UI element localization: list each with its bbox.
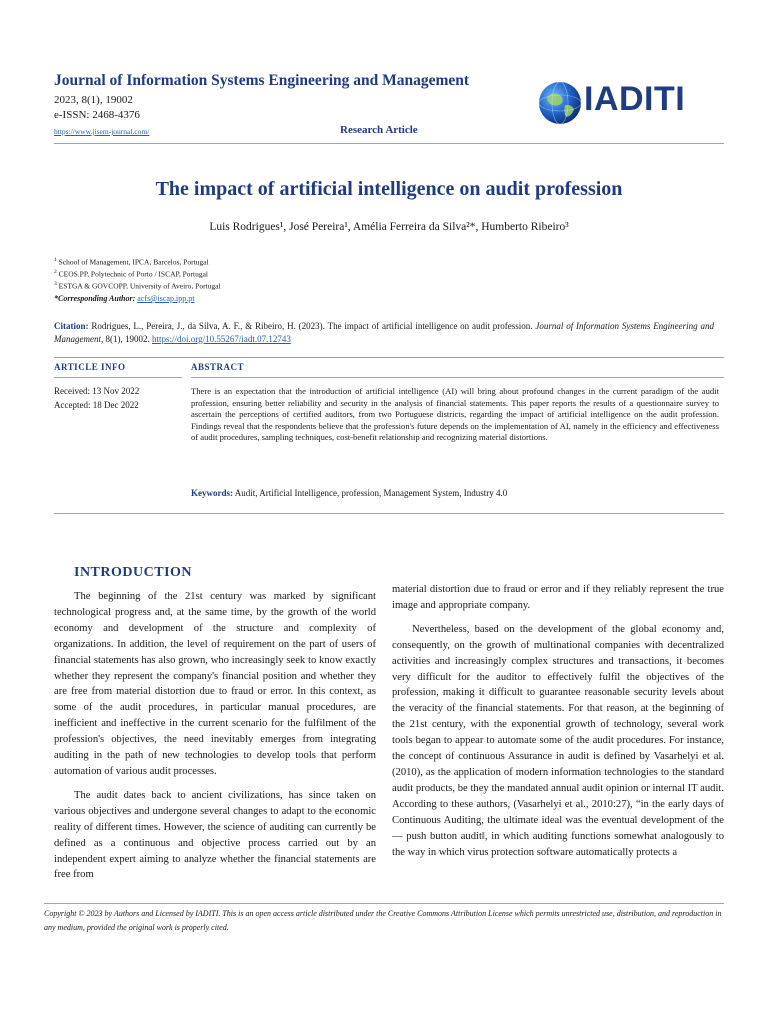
paragraph: material distortion due to fraud or error and if they reliably represent the true image and appropriate company. [392,584,724,611]
abstract-text: There is an expectation that the introduction of artificial intelligence (AI) will bring about profound changes in the current paradigm of the audit profession, ensuring better reliability and security in the analysis of financial statements. This paper reports the results of a questionnaire survey to ascertain the perceptions of certified auditors, from two Portuguese districts, regarding the impact of artificial intelligence on the audit profession. Findings reveal that the respondents believe that the profession's future depends on the implementation of AI, namely in the efficiency and effectiveness of audit procedures, sampling techniques, cost-benefit relationship and recognizing material distortions. [191,386,719,443]
globe-icon [538,81,582,125]
paragraph: Nevertheless, based on the development of the global economy and, consequently, on the growth of multinational companies with decentralized activities and increasingly complex structures and transactions, it becomes very difficult for the auditor to effectively fulfil the objectives of the profession, making it difficult to guarantee reasonable security levels about the veracity of the financial statements. For that reason, at the beginning of the 21st century, with the exponential growth of technology, several work tools began to appear to automate some of the audit procedures. For instance, the concept of continuous Assurance in audit is defined by Vasarhelyi et al. (2010), as the application of modern information technologies to the standard audit products, be they the mandated annual audit opinion or internal IT audit. According to these authors, (Vasarhelyi et al., 2010:27), “in the early days of Continuous Auditing, the ultimate ideal was the eventual development of the — push button audit‖, in which auditing functions somewhat analogously to the way in which virus protection software automatically protects a [392,623,724,858]
article-info-heading: ARTICLE INFO [54,362,126,372]
author-list: Luis Rodrigues¹, José Pereira¹, Amélia Ferreira da Silva²*, Humberto Ribeiro³ [209,221,569,233]
journal-volume: 2023, 8(1), 19002 [54,94,133,106]
body-column-left [54,589,376,891]
abstract-heading: ABSTRACT [191,362,245,372]
journal-issn: e-ISSN: 2468-4376 [54,109,140,121]
citation: Citation: Rodrigues, L., Pereira, J., da Silva, A. F., & Ribeiro, H. (2023). The impact of artificial intelligence on audit profession. Journal of Information Systems Engineering and Management, 8(1), 19002. https://doi.org/10.55267/iadt.07.12743 [54,321,715,344]
affiliation-1: $^1$ School of Management, IPCA, Barcelos, Portugal [54,257,209,267]
section-heading-introduction: INTRODUCTION [74,565,193,580]
journal-url-link[interactable]: https://www.jisem-journal.com/ [54,127,150,136]
accepted-date: Accepted: 18 Dec 2022 [54,400,139,410]
received-date: Received: 13 Nov 2022 [54,386,140,396]
keywords: Keywords: Audit, Artificial Intelligence, profession, Management System, Industry 4.0 [191,488,508,498]
abstract-divider [191,377,724,378]
doi-link[interactable]: https://doi.org/10.55267/iadt.07.12743 [152,333,291,344]
journal-title: Journal of Information Systems Engineering and Management [54,72,470,89]
paper-title: The impact of artificial intelligence on audit profession [155,178,623,200]
paragraph: The beginning of the 21st century was marked by significant technological progress and, at the same time, by the growth of the world economy and development of the structure and complexity of organizations. In addition, the level of requirement on the part of users of financial statements has also grown, who increasingly seek to know exactly whether they represent the company's financial position and whether they are free from material distortion due to fraud or error. In this context, as some of the audit procedures, in particular manual procedures, are inefficient and ineffective in the current scenario for the fulfilment of the profession's objectives, the need inevitably emerges from integrating auditing in the path of new technologies to develop tools that perform automation of various audit processes. [54,591,376,777]
info-divider [54,377,182,378]
abstract-divider-bottom [54,513,724,514]
footer-divider [44,903,724,904]
corresponding-author: *Corresponding Author: acfs@iscap.ipp.pt [54,294,195,303]
article-type: Research Article [340,124,418,136]
affiliation-2: $^2$ CEOS.PP, Polytechnic of Porto / ISCAP, Portugal [54,269,209,279]
header-divider [54,143,724,144]
body-column-right [392,582,724,868]
paragraph: The audit dates back to ancient civilizations, has since taken on various objectives and undergone several changes to adapt to the economic reality of different times. However, the science of auditing can currently be defined as a continuous and objective process carried out by an independent expert aiming to analyze whether the financial statements are free from [54,789,376,881]
corresponding-email-link[interactable]: acfs@iscap.ipp.pt [137,294,195,303]
copyright-notice: Copyright © 2023 by Authors and Licensed by IADITI. This is an open access article distributed under the Creative Commons Attribution License which permits unrestricted use, distribution, and reproduction in any medium, provided the original work is properly cited. [44,909,722,932]
info-divider-top [54,357,724,358]
affiliation-3: $^3$ ESTGA & GOVCOPP, University of Aveiro, Portugal [54,281,221,291]
logo-text: IADITI [584,80,686,118]
publisher-logo [538,78,708,128]
